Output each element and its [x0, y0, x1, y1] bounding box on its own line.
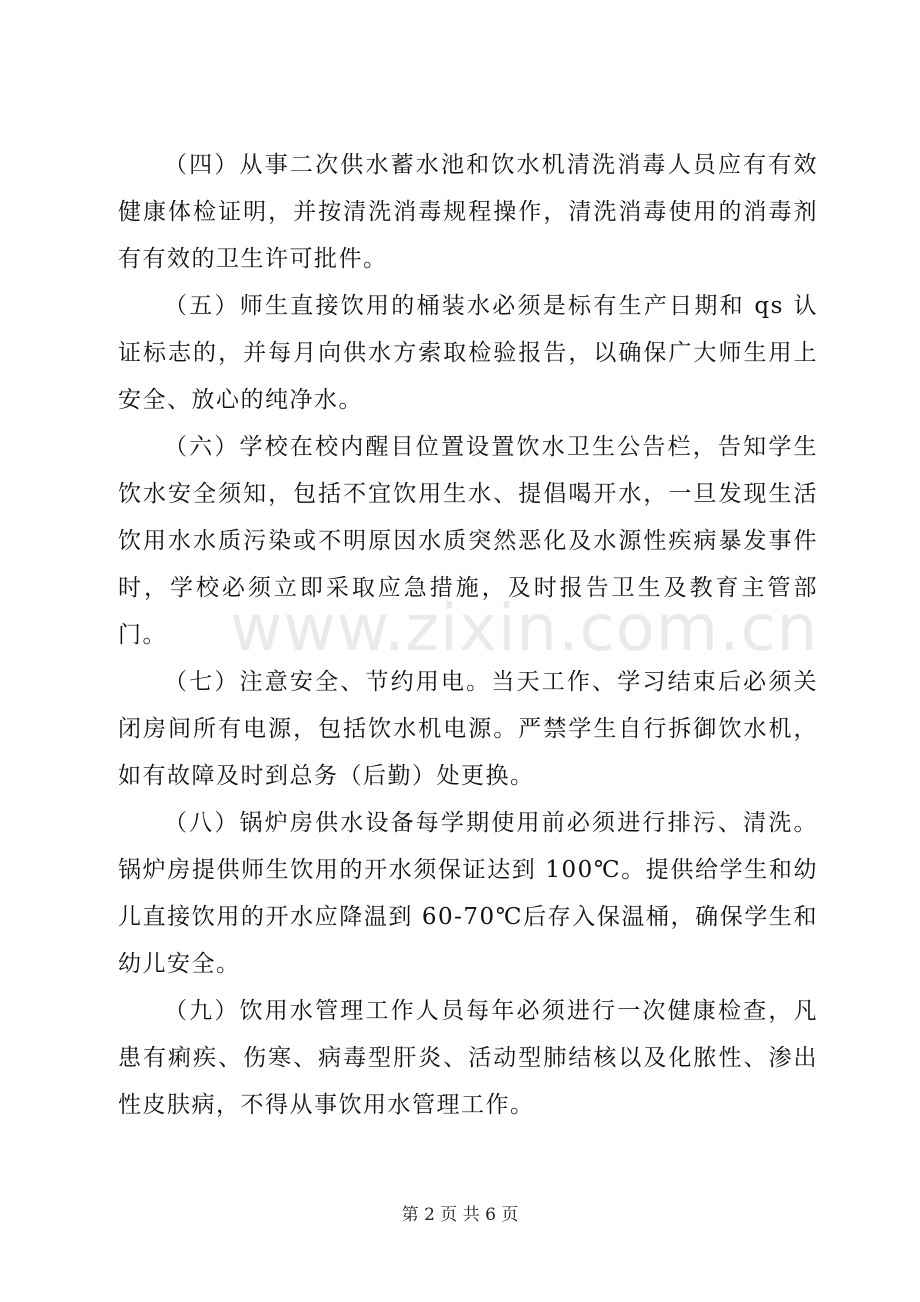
- watermark: www.zixin.com.cn: [230, 592, 819, 666]
- document-body: [118, 142, 818, 1129]
- paragraph-5: （五）师生直接饮用的桶装水必须是标有生产日期和 qs 认证标志的，并每月向供水方索取检验报告，以确保广大师生用上安全、放心的纯净水。: [118, 293, 818, 413]
- paragraph-7: （七）注意安全、节约用电。当天工作、学习结束后必须关闭房间所有电源，包括饮水机电源。严禁学生自行拆御饮水机，如有故障及时到总务（后勤）处更换。: [118, 669, 818, 789]
- paragraph-9: （九）饮用水管理工作人员每年必须进行一次健康检查，凡患有痢疾、伤寒、病毒型肝炎、活动型肺结核以及化脓性、渗出性皮肤病，不得从事饮用水管理工作。: [118, 998, 818, 1118]
- page-footer: 第 2 页 共 6 页: [401, 1205, 519, 1225]
- paragraph-4: （四）从事二次供水蓄水池和饮水机清洗消毒人员应有有效健康体检证明，并按清洗消毒规程操作，清洗消毒使用的消毒剂有有效的卫生许可批件。: [118, 152, 818, 272]
- paragraph-6: （六）学校在校内醒目位置设置饮水卫生公告栏，告知学生饮水安全须知，包括不宜饮用生水、提倡喝开水，一旦发现生活饮用水水质污染或不明原因水质突然恶化及水源性疾病暴发事件时，学校必须立即采取应急措施，及时报告卫生及教育主管部门。: [118, 434, 818, 648]
- paragraph-8: （八）锅炉房供水设备每学期使用前必须进行排污、清洗。锅炉房提供师生饮用的开水须保证达到 100℃。提供给学生和幼儿直接饮用的开水应降温到 60-70℃后存入保温桶，确保学生和幼儿安全。: [118, 810, 818, 977]
